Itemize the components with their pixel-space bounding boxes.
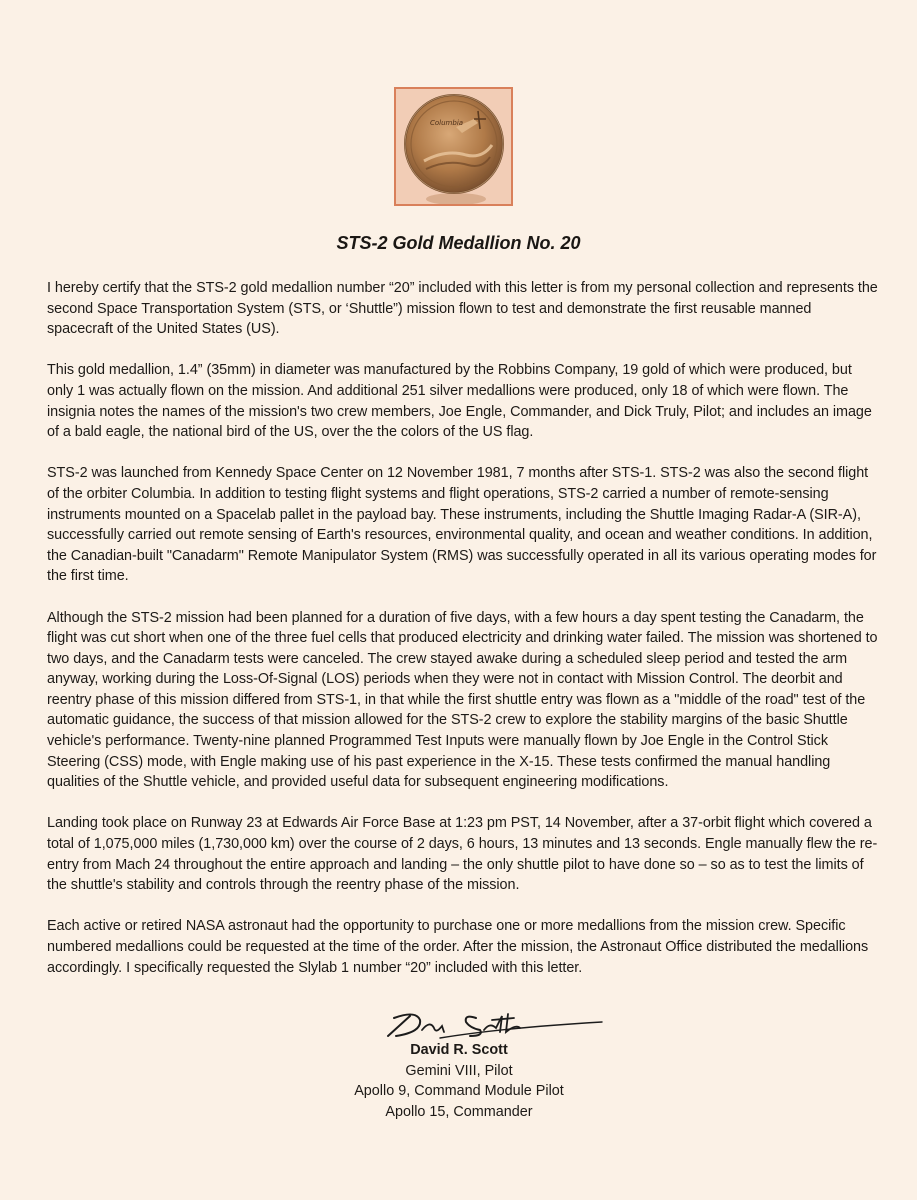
handwritten-signature: [380, 1002, 610, 1044]
medallion-photo-frame: [394, 87, 513, 206]
signature-block: [300, 1040, 618, 1122]
paragraph-landing: Landing took place on Runway 23 at Edwards Air Force Base at 1:23 pm PST, 14 November, after a 37-orbit flight which covered a total of 1,075,000 miles (1,730,000 km) over the course of 2 days, 6 hours, 13 minutes and 13 seconds. Engle manually flew the re-entry from Mach 24 throughout the entire approach and landing – the only shuttle pilot to have done so – so as to test the limits of the shuttle's stability and controls through the reentry phase of the mission.: [47, 815, 878, 894]
signatory-title-apollo15: Apollo 15, Commander: [385, 1103, 533, 1120]
signatory-name: David R. Scott: [410, 1042, 508, 1058]
certificate-body: [47, 278, 879, 999]
paragraph-certification: I hereby certify that the STS-2 gold medallion number “20” included with this letter is from my personal collection and represents the second Space Transportation System (STS, or ‘Shuttle”) mission flown to test and demonstrate the first reusable manned spacecraft of the United States (US).: [47, 280, 878, 338]
paragraph-mission: Although the STS-2 mission had been planned for a duration of five days, with a few hours a day spent testing the Canadarm, the flight was cut short when one of the three fuel cells that produced electricity and drinking water failed. The mission was shortened to two days, and the Canadarm tests were canceled. The crew stayed awake during a scheduled sleep period and tested the arm anyway, working during the Loss-Of-Signal (LOS) periods when they were not in contact with Mission Control. The deorbit and reentry phase of this mission differed from STS-1, in that while the first shuttle entry was flown as a "middle of the road" test of the automatic guidance, the success of that mission allowed for the STS-2 crew to explore the stability margins of the basic Shuttle vehicle's performance. Twenty-nine planned Programmed Test Inputs were manually flown by Joe Engle in the Control Stick Steering (CSS) mode, with Engle making use of his past experience in the X-15. These tests confirmed the manual handling qualities of the Shuttle vehicle, and provided useful data for subsequent engineering modifications.: [47, 609, 878, 791]
signatory-title-apollo9: Apollo 9, Command Module Pilot: [354, 1083, 564, 1100]
document-title: STS-2 Gold Medallion No. 20: [336, 233, 581, 253]
paragraph-purchase: Each active or retired NASA astronaut had the opportunity to purchase one or more medallions from the mission crew. Specific numbered medallions could be requested at the time of the order. After the mission, the Astronaut Office distributed the medallions accordingly. I specifically requested the Slylab 1 number “20” included with this letter.: [47, 918, 869, 976]
medallion-image: [396, 89, 511, 204]
paragraph-launch: STS-2 was launched from Kennedy Space Center on 12 November 1981, 7 months after STS-1. STS-2 was also the second flight of the orbiter Columbia. In addition to testing flight systems and flight operations, STS-2 carried a number of remote-sensing instruments mounted on a Spacelab pallet in the payload bay. These instruments, including the Shuttle Imaging Radar-A (SIR-A), successfully carried out remote sensing of Earth's resources, environmental quality, and ocean and weather conditions. In addition, the Canadian-built "Canadarm" Remote Manipulator System (RMS) was successfully operated in all its various operating modes for the first time.: [47, 465, 877, 585]
signatory-title-gemini: Gemini VIII, Pilot: [405, 1062, 513, 1079]
paragraph-medallion-details: This gold medallion, 1.4” (35mm) in diameter was manufactured by the Robbins Company, 19 gold of which were produced, but only 1 was actually flown on the mission. And additional 251 silver medallions were produced, only 18 of which were flown. The insignia notes the names of the mission's two crew members, Joe Engle, Commander, and Dick Truly, Pilot; and includes an image of a bald eagle, the national bird of the US, over the the colors of the US flag.: [47, 362, 872, 441]
signature-drawing: [380, 1002, 610, 1044]
medallion-inscription: Columbia: [430, 119, 464, 127]
